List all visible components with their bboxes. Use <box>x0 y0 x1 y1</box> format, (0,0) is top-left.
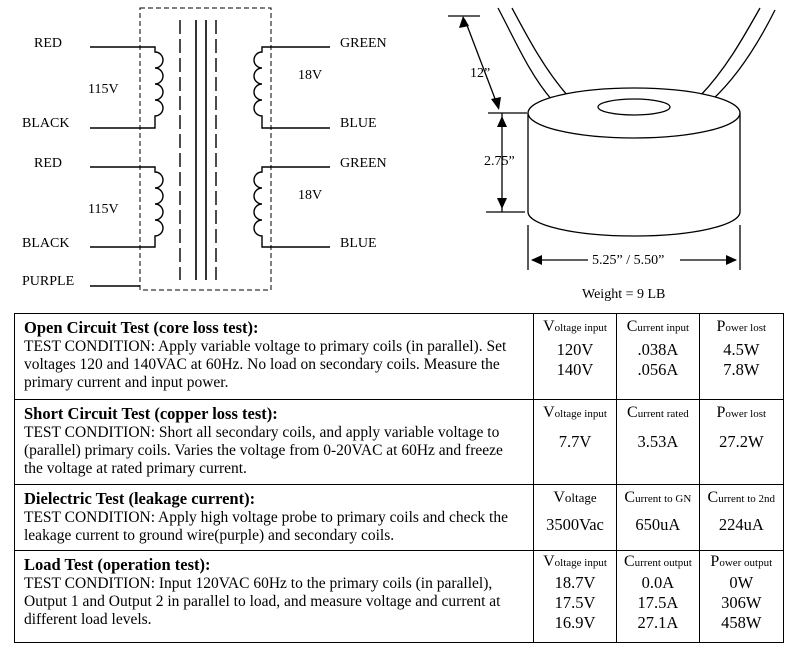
current-cell <box>617 400 699 485</box>
test-row-dielectric <box>15 485 784 551</box>
lead-label-blue-1: BLUE <box>340 116 377 131</box>
test-description <box>15 314 534 400</box>
voltage-cell <box>533 485 616 551</box>
voltage-cell <box>533 400 616 485</box>
lead-label-black-2: BLACK <box>22 236 70 251</box>
cell-value: 7.7V <box>558 432 592 451</box>
secondary-voltage-2: 18V <box>298 188 323 203</box>
test-description <box>15 551 534 643</box>
lead-label-purple: PURPLE <box>22 274 75 289</box>
cell-value: 306W <box>721 593 762 612</box>
current-cell <box>617 551 699 643</box>
test-condition: TEST CONDITION: Apply high voltage probe to primary coils and check the leakage current to ground wire(purple) and secondary coils. <box>24 509 508 544</box>
cell-value: 4.5W <box>723 340 760 359</box>
primary-voltage-2: 115V <box>88 202 119 217</box>
test-title: Open Circuit Test (core loss test): <box>24 318 259 337</box>
cell-value: 224uA <box>718 515 764 534</box>
test-description <box>15 485 534 551</box>
test-row-short-circuit <box>15 400 784 485</box>
test-row-open-circuit <box>15 314 784 400</box>
test-condition: TEST CONDITION: Apply variable voltage to primary coils (in parallel). Set voltages 120 and 140VAC at 60Hz. No load on secondary coils. Measure the primary current and input power. <box>24 338 507 391</box>
cell-value: 16.9V <box>554 613 596 632</box>
cell-value: 458W <box>721 613 762 632</box>
cell-value: 0W <box>729 573 754 592</box>
voltage-cell <box>533 314 616 400</box>
column-header: Power lost <box>716 318 767 335</box>
column-header: Voltage input <box>543 553 607 570</box>
test-description <box>15 400 534 485</box>
voltage-cell <box>533 551 616 643</box>
power-cell <box>699 551 783 643</box>
primary-voltage-1: 115V <box>88 82 119 97</box>
cell-value: 140V <box>556 360 594 379</box>
cell-value: 3.53A <box>637 432 679 451</box>
column-header: Current to 2nd <box>707 489 776 506</box>
power-cell <box>699 400 783 485</box>
current-cell <box>617 485 699 551</box>
test-title: Load Test (operation test): <box>24 555 211 574</box>
column-header: Current to GN <box>624 489 692 506</box>
cell-value: 7.8W <box>723 360 760 379</box>
column-header: Voltage input <box>543 404 607 421</box>
power-cell <box>699 314 783 400</box>
column-header: Power output <box>710 553 773 570</box>
height-label: 2.75” <box>484 154 515 169</box>
cell-value: .056A <box>637 360 679 379</box>
lead-label-green-2: GREEN <box>340 156 387 171</box>
column-header: Current output <box>623 553 692 570</box>
cell-value: 18.7V <box>554 573 596 592</box>
cell-value: 17.5V <box>554 593 596 612</box>
test-condition: TEST CONDITION: Short all secondary coils, and apply variable voltage to (parallel) primary coils. Varies the voltage from 0-20VAC at 60Hz and freeze the voltage at rated primary current. <box>24 424 503 477</box>
column-header: Power lost <box>716 404 767 421</box>
cell-value: 27.1A <box>637 613 679 632</box>
test-results-table <box>14 313 784 643</box>
lead-label-red-1: RED <box>34 36 62 51</box>
cell-value: 120V <box>556 340 594 359</box>
toroid-drawing <box>0 0 799 310</box>
test-row-load <box>15 551 784 643</box>
weight-label: Weight = 9 LB <box>582 287 666 302</box>
diameter-label: 5.25” / 5.50” <box>592 253 665 268</box>
current-cell <box>617 314 699 400</box>
lead-label-green-1: GREEN <box>340 36 387 51</box>
test-title: Dielectric Test (leakage current): <box>24 489 256 508</box>
column-header: Voltage input <box>543 318 607 335</box>
cell-value: 27.2W <box>719 432 764 451</box>
secondary-voltage-1: 18V <box>298 68 323 83</box>
lead-length-label: 12” <box>470 66 491 81</box>
test-condition: TEST CONDITION: Input 120VAC 60Hz to the primary coils (in parallel), Output 1 and Output 2 in parallel to load, and measure voltage and current at different load levels. <box>24 575 501 628</box>
column-header: Voltage <box>553 489 597 506</box>
cell-value: 0.0A <box>641 573 675 592</box>
column-header: Current rated <box>627 404 689 421</box>
column-header: Current input <box>626 318 690 335</box>
cell-value: .038A <box>637 340 679 359</box>
lead-label-blue-2: BLUE <box>340 236 377 251</box>
lead-label-red-2: RED <box>34 156 62 171</box>
cell-value: 17.5A <box>637 593 679 612</box>
cell-value: 650uA <box>635 515 681 534</box>
leakage-cell <box>699 485 783 551</box>
test-title: Short Circuit Test (copper loss test): <box>24 404 278 423</box>
cell-value: 3500Vac <box>546 515 604 534</box>
lead-label-black-1: BLACK <box>22 116 70 131</box>
